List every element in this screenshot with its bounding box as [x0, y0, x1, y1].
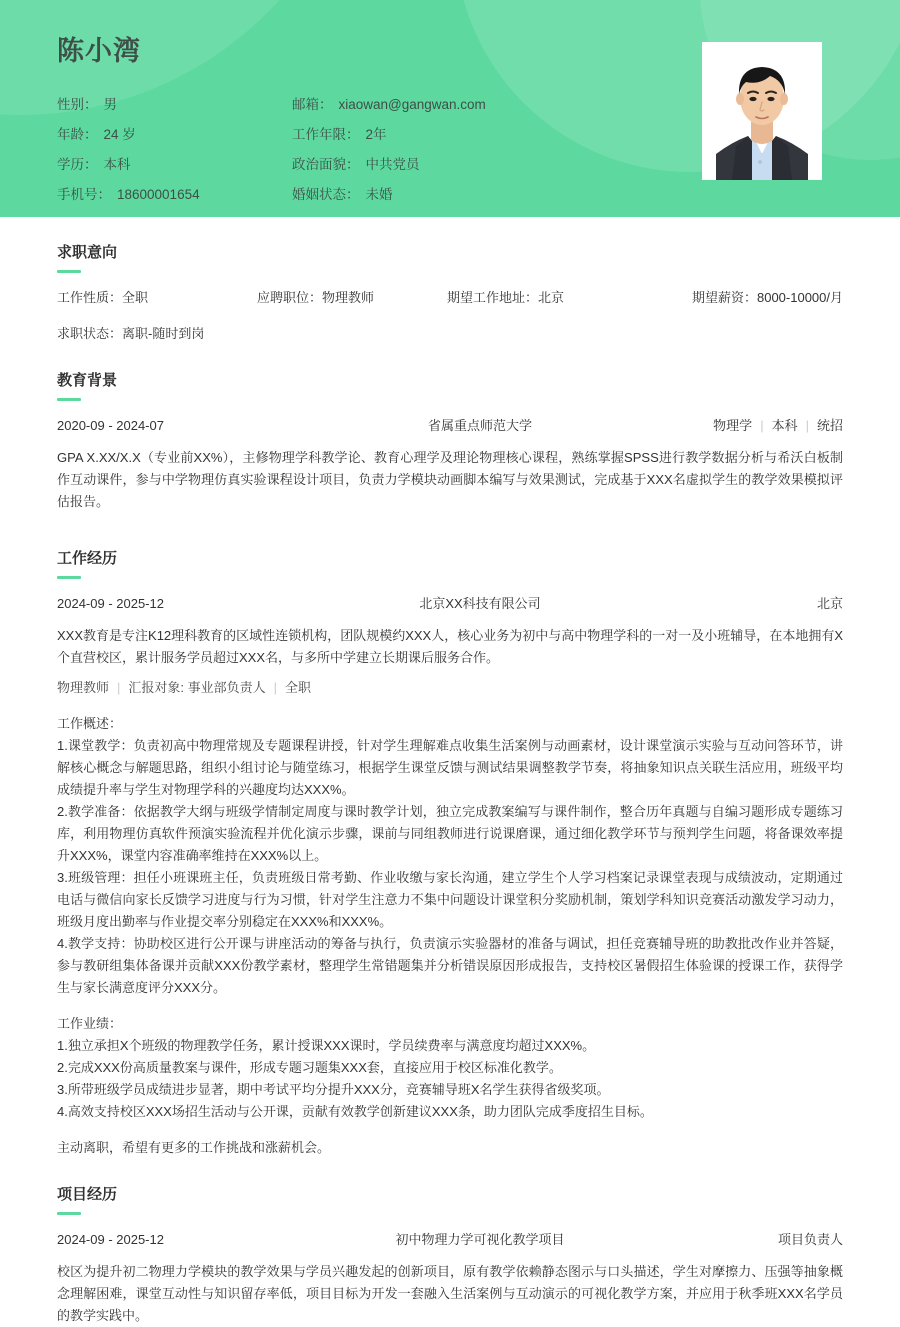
- info-political-status-value: 中共党员: [365, 157, 420, 172]
- education-date-range: 2020-09 - 2024-07: [57, 418, 164, 433]
- info-phone-label: 手机号：: [57, 187, 111, 202]
- meta-separator: |: [805, 418, 809, 433]
- field-applied-position-value: 物理教师: [322, 290, 375, 305]
- info-age-label: 年龄：: [57, 127, 98, 142]
- field-job-search-status: [57, 323, 843, 345]
- work-position-meta: [57, 677, 843, 699]
- field-applied-position-label: 应聘职位：: [257, 290, 323, 305]
- work-date-range: 2024-09 - 2025-12: [57, 596, 164, 611]
- section-job-intention: [57, 217, 843, 345]
- work-achievement-item-4: 4.高效支持校区XXX场招生活动与公开课，贡献有效教学创新建议XXX条，助力团队完成季度招生目标。: [57, 1104, 653, 1119]
- work-report-to: 汇报对象: 事业部负责人: [128, 680, 266, 695]
- work-overview-label: 工作概述：: [57, 716, 123, 731]
- info-political-status-label: 政治面貌：: [292, 157, 360, 172]
- work-overview-item-3: 3.班级管理：担任小班课班主任，负责班级日常考勤、作业收缴与家长沟通，建立学生个人学习档案记录课堂表现与成绩波动，定期通过电话与微信向家长反馈学习进度与行为习惯，针对学生注意力不集中问题设计课堂积分奖励机制，策划学科知识竞赛活动激发学习动力，班级月度出勤率与作业提交率分别稳定在XXX%和XXX%。: [57, 870, 843, 929]
- project-date-range: 2024-09 - 2025-12: [57, 1232, 164, 1247]
- info-gender-label: 性别：: [57, 97, 98, 112]
- field-expected-salary: [633, 287, 843, 309]
- field-expected-location-value: 北京: [538, 290, 565, 305]
- meta-separator: |: [117, 680, 121, 695]
- project-role: 项目负责人: [777, 1232, 843, 1247]
- section-project-experience: [57, 1159, 843, 1327]
- info-email-label: 邮箱：: [292, 97, 333, 112]
- field-job-type: [57, 287, 257, 309]
- field-applied-position: [257, 287, 447, 309]
- project-entry-header: [57, 1229, 843, 1251]
- field-job-search-status-value: 离职-随时到岗: [122, 326, 205, 341]
- education-entry-header: [57, 415, 843, 437]
- field-job-type-label: 工作性质：: [57, 290, 123, 305]
- info-marital-status: [292, 185, 900, 205]
- work-company-intro: XXX教育是专注K12理科教育的区域性连锁机构，团队规模约XXX人，核心业务为初中与高中物理学科的一对一及小班辅导，在本地拥有X个直营校区，累计服务学员超过XXX名，与多所中学建立长期课后服务合作。: [57, 628, 843, 665]
- education-description: GPA X.XX/X.X（专业前XX%），主修物理学科教学论、教育心理学及理论物理核心课程，熟练掌握SPSS进行教学数据分析与希沃白板制作互动课件，参与中学物理仿真实验课程设计项目，负责力学模块动画脚本编写与效果测试，完成基于XXX名虚拟学生的教学效果模拟评估报告。: [57, 450, 843, 509]
- info-education-level-value: 本科: [103, 157, 131, 172]
- info-gender: [57, 95, 292, 115]
- work-overview-item-2: 2.教学准备：依据教学大纲与班级学情制定周度与课时教学计划，独立完成教案编写与课件制作，整合历年真题与自编习题形成专题练习库，利用物理仿真软件预演实验流程并优化演示步骤，课前与同组教师进行说课磨课，通过细化教学环节与预判学生问题，将备课效率提升XXX%，课堂内容准确率维持在XXX%以上。: [57, 804, 843, 863]
- section-rule: [57, 1212, 81, 1215]
- education-admission: 统招: [816, 418, 843, 433]
- education-meta: [603, 415, 843, 437]
- section-title-job-intention: 求职意向: [57, 244, 118, 261]
- work-achievement-item-3: 3.所带班级学员成绩进步显著，期中考试平均分提升XXX分，竞赛辅导班X名学生获得省级奖项。: [57, 1082, 610, 1097]
- field-expected-salary-value: 8000-10000/月: [756, 290, 843, 305]
- work-employment-type: 全职: [285, 680, 312, 695]
- info-education-level-label: 学历：: [57, 157, 98, 172]
- education-degree: 本科: [771, 418, 798, 433]
- info-experience-years-value: 2年: [365, 127, 387, 142]
- work-position: 物理教师: [57, 680, 110, 695]
- work-overview-item-4: 4.教学支持：协助校区进行公开课与讲座活动的筹备与执行，负责演示实验器材的准备与调试，担任竞赛辅导班的助教批改作业并答疑，参与教研组集体备课并贡献XXX份教学素材，整理学生常错题集并分析错误原因形成报告，支持校区暑假招生体验课的授课工作，获得学生与家长满意度评分XXX分。: [57, 936, 843, 995]
- info-experience-years-label: 工作年限：: [292, 127, 360, 142]
- info-marital-status-value: 未婚: [365, 187, 393, 202]
- work-achievement-label: 工作业绩：: [57, 1016, 123, 1031]
- section-rule: [57, 398, 81, 401]
- work-achievement-item-2: 2.完成XXX份高质量教案与课件，形成专题习题集XXX套，直接应用于校区标准化教学。: [57, 1060, 562, 1075]
- meta-separator: |: [760, 418, 764, 433]
- avatar: [702, 42, 822, 180]
- field-expected-location: [447, 287, 633, 309]
- job-intention-fields: [57, 287, 843, 309]
- candidate-name: 陈小湾: [57, 36, 141, 66]
- info-marital-status-label: 婚姻状态：: [292, 187, 360, 202]
- project-description: 校区为提升初二物理力学模块的教学效果与学员兴趣发起的创新项目，原有教学依赖静态图示与口头描述，学生对摩擦力、压强等抽象概念理解困难，课堂互动性与知识留存率低，项目目标为开发一套融入生活案例与互动演示的可视化教学方案，并应用于秋季班XXX名学员的教学实践中。: [57, 1264, 843, 1323]
- info-gender-value: 男: [103, 97, 117, 112]
- section-education: [57, 345, 843, 513]
- education-school: 省属重点师范大学: [427, 418, 532, 433]
- work-achievement-item-1: 1.独立承担X个班级的物理教学任务，累计授课XXX课时，学员续费率与满意度均超过XXX%。: [57, 1038, 596, 1053]
- info-education-level: [57, 155, 292, 175]
- field-expected-location-label: 期望工作地址：: [447, 290, 539, 305]
- section-rule: [57, 270, 81, 273]
- work-overview-item-1: 1.课堂教学：负责初高中物理常规及专题课程讲授，针对学生理解难点收集生活案例与动画素材，设计课堂演示实验与互动问答环节，讲解核心概念与解题思路，组织小组讨论与随堂练习，根据学生课堂反馈与测试结果调整教学节奏，将抽象知识点关联生活应用，班级平均成绩提升率与学生对物理学科的兴趣度均达XXX%。: [57, 738, 843, 797]
- work-company: 北京XX科技有限公司: [419, 596, 541, 611]
- spacer: [57, 999, 843, 1013]
- education-major: 物理学: [713, 418, 753, 433]
- section-title-work-experience: 工作经历: [57, 550, 118, 567]
- section-rule: [57, 576, 81, 579]
- field-job-search-status-label: 求职状态：: [57, 326, 123, 341]
- section-work-experience: [57, 523, 843, 1159]
- info-email-value: xiaowan@gangwan.com: [338, 97, 486, 112]
- info-age-value: 24 岁: [103, 127, 136, 142]
- work-location: 北京: [816, 596, 843, 611]
- field-job-type-value: 全职: [122, 290, 149, 305]
- resume-header: [0, 0, 900, 217]
- work-entry-header: [57, 593, 843, 615]
- section-title-education: 教育背景: [57, 372, 118, 389]
- info-phone-value: 18600001654: [117, 187, 200, 202]
- spacer: [57, 1123, 843, 1137]
- info-phone: [57, 185, 292, 205]
- info-age: [57, 125, 292, 145]
- field-expected-salary-label: 期望薪资：: [691, 290, 757, 305]
- work-leave-reason: 主动离职，希望有更多的工作挑战和涨薪机会。: [57, 1140, 331, 1155]
- section-title-project-experience: 项目经历: [57, 1186, 118, 1203]
- project-name: 初中物理力学可视化教学项目: [395, 1232, 565, 1247]
- resume-body: [0, 217, 900, 1327]
- meta-separator: |: [273, 680, 278, 695]
